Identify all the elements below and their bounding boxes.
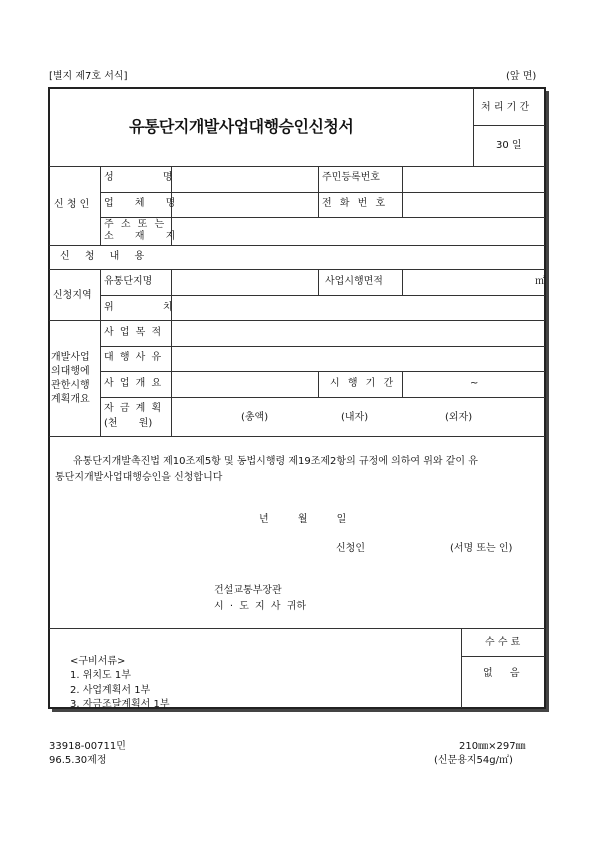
location-label: 위 치	[104, 302, 173, 313]
sign-or-seal-label: (서명 또는 인)	[450, 543, 513, 554]
divider	[402, 371, 403, 397]
page-side: (앞 면)	[506, 71, 537, 82]
project-purpose-label: 사 업 목 적	[104, 327, 162, 338]
required-document-item: 1. 위치도 1부	[70, 670, 131, 681]
divider	[100, 371, 545, 372]
period-separator: ~	[470, 378, 479, 389]
location-label: 소 재 지	[104, 231, 176, 242]
fund-plan-label: 자 금 계 획	[104, 403, 162, 414]
foreign-fund-label: (외자)	[445, 412, 473, 423]
divider	[318, 371, 319, 397]
divider	[461, 656, 545, 657]
divider	[318, 269, 319, 295]
district-name-label: 유통단지명	[104, 276, 153, 287]
divider	[171, 269, 172, 436]
divider	[49, 166, 545, 167]
plan-section-label-1: 개발사업	[51, 352, 90, 363]
form-shadow-right	[546, 91, 549, 711]
enactment-date: 96.5.30제정	[49, 755, 107, 766]
required-document-item: 2. 사업계획서 1부	[70, 685, 151, 696]
processing-period-value: 30 일	[496, 140, 522, 151]
divider	[402, 269, 403, 295]
name-label: 성 명	[104, 172, 173, 183]
divider	[49, 628, 545, 629]
paper-spec: (신문용지54g/㎡)	[434, 755, 513, 766]
divider	[100, 217, 545, 218]
required-documents-title: <구비서류>	[70, 656, 126, 667]
form-number: [별지 제7호 서식]	[49, 71, 128, 82]
divider	[473, 88, 474, 166]
plan-section-label-2: 의대행에	[51, 366, 90, 377]
divider	[49, 320, 545, 321]
divider	[49, 436, 545, 437]
project-overview-label: 사 업 개 요	[104, 378, 162, 389]
fee-label: 수 수 료	[485, 637, 521, 648]
addressee-governor: 시 · 도 지 사 귀하	[214, 601, 307, 612]
date-line: 년 월 일	[259, 514, 347, 525]
statement-line-1: 유통단지개발촉진법 제10조제5항 및 동법시행령 제19조제2항의 규정에 의하여 위와 같이 유	[73, 456, 478, 467]
agency-reason-label: 대 행 사 유	[104, 352, 162, 363]
fund-unit-label: (천 원)	[104, 418, 153, 429]
area-unit: ㎡	[535, 276, 545, 287]
implementation-period-label: 시 행 기 간	[330, 378, 394, 389]
plan-section-label-3: 관한시행	[51, 380, 90, 391]
project-area-label: 사업시행면적	[325, 276, 383, 287]
divider	[318, 166, 319, 217]
divider	[100, 269, 101, 436]
divider	[100, 346, 545, 347]
divider	[461, 628, 462, 708]
processing-period-label: 처 리 기 간	[481, 102, 530, 113]
form-title: 유통단지개발사업대행승인신청서	[129, 117, 354, 136]
addressee-minister: 건설교통부장관	[214, 585, 282, 596]
divider	[473, 125, 545, 126]
divider	[49, 269, 545, 270]
divider	[100, 397, 545, 398]
plan-section-label-4: 계획개요	[51, 394, 90, 405]
fee-value: 없 음	[483, 668, 520, 679]
required-document-item: 3. 자금조달계획서 1부	[70, 699, 170, 710]
phone-label: 전 화 번 호	[322, 198, 386, 209]
divider	[100, 295, 545, 296]
domestic-fund-label: (내자)	[341, 412, 369, 423]
resident-number-label: 주민등록번호	[322, 172, 380, 183]
divider	[100, 166, 101, 245]
divider	[49, 245, 545, 246]
application-content-label: 신 청 내 용	[60, 251, 145, 262]
company-name-label: 업 체 명	[104, 198, 176, 209]
statement-line-2: 통단지개발사업대행승인을 신청합니다	[55, 472, 223, 483]
divider	[100, 192, 545, 193]
area-section-label: 신청지역	[53, 290, 92, 301]
total-amount-label: (총액)	[241, 412, 269, 423]
applicant-signature-label: 신청인	[336, 543, 365, 554]
form-code: 33918-00711민	[49, 741, 126, 752]
paper-size: 210㎜×297㎜	[459, 741, 526, 752]
address-label: 주 소 또 는	[104, 219, 165, 230]
applicant-section-label: 신 청 인	[54, 199, 90, 210]
divider	[402, 166, 403, 217]
